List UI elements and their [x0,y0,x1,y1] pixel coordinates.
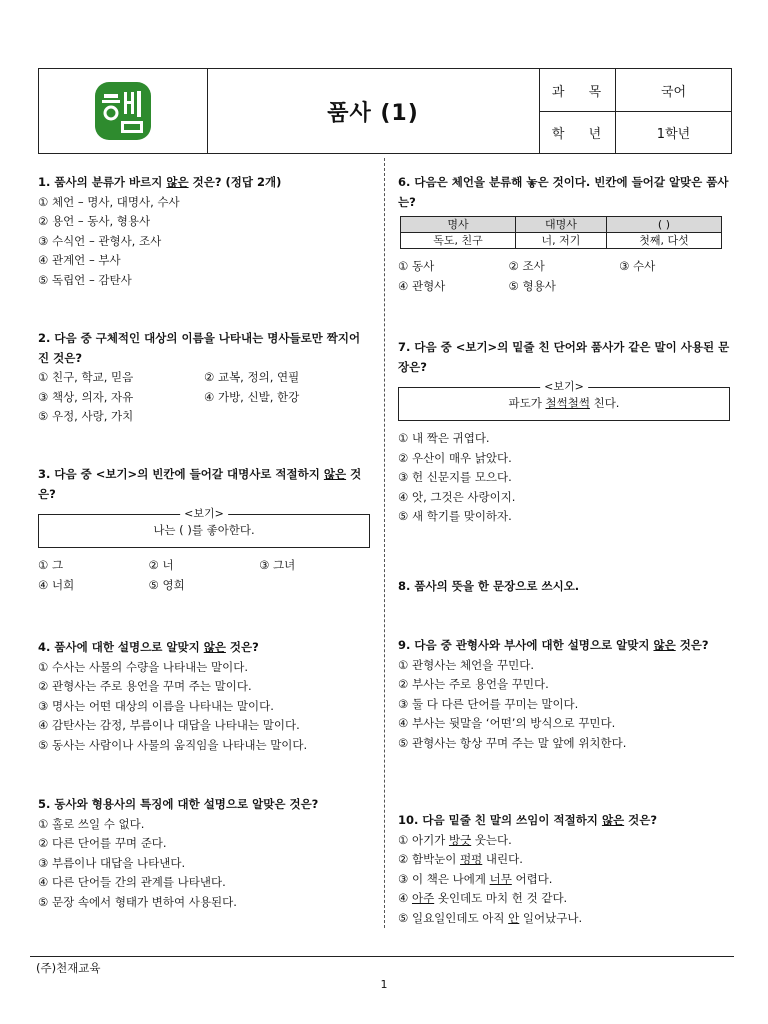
answer-option: ① 체언 – 명사, 대명사, 수사 [38,194,180,209]
text-run: 1. 품사의 분류가 바르지 [38,175,167,189]
answer-option: ① 그 [38,558,64,572]
text-run: 것은? [675,638,709,652]
question-stem [38,173,370,193]
answer-option: ⑤ 형용사 [508,278,556,293]
underlined-word: 철썩철썩 [545,396,590,411]
question-stem [38,795,370,815]
table-header-cell: 대명사 [516,217,607,233]
answer-option [398,909,730,929]
question-3 [38,465,370,595]
header-table [38,68,732,154]
subject-value: 국어 [660,84,687,100]
publisher-name: (주)천재교육 [36,961,101,975]
options [398,257,730,296]
example-box [398,380,730,421]
table-cell: 너, 저기 [516,233,607,249]
example-text [509,394,620,414]
options [398,656,730,754]
text-run: ① 아기가 [398,832,449,847]
text-run: 내린다. [482,852,523,866]
answer-option: ⑤ 관형사는 항상 꾸며 주는 말 앞에 위치한다. [398,735,627,750]
answer-option: ③ 헌 신문지를 모으다. [398,470,512,484]
question-6 [398,173,730,296]
answer-option: ④ 부사는 뒷말을 ‘어떤’의 방식으로 꾸민다. [398,716,616,730]
text-run: 일어났구나. [519,910,583,925]
underlined-word: 않은 [323,467,347,481]
table-header-cell: 명사 [401,217,516,233]
underlined-word: 안 [508,910,520,925]
underlined-word: 않은 [653,638,676,652]
underlined-word: 않은 [203,640,226,654]
answer-option: ③ 그녀 [259,558,296,572]
answer-option: ① 수사는 사물의 수량을 나타내는 말이다. [38,659,248,674]
answer-option: ② 용언 – 동사, 형용사 [38,214,151,228]
question-stem [38,329,370,368]
answer-option: ④ 너희 [38,577,75,592]
answer-option: ③ 명사는 어떤 대상의 이름을 나타내는 말이다. [38,698,274,713]
answer-option: ② 우산이 매우 낡았다. [398,450,512,465]
answer-option: ② 너 [148,558,174,572]
answer-option: ② 다른 단어를 꾸며 준다. [38,836,167,850]
text-run: ③ 이 책은 나에게 [398,871,490,886]
example-text: 나는 ( )를 좋아한다. [153,523,255,538]
answer-option: ① 홀로 쓰일 수 없다. [38,816,145,831]
answer-option: ③ 둘 다 다른 단어를 꾸미는 말이다. [398,696,579,711]
column-divider [384,158,385,928]
text-run: 2. 다음 중 구체적인 대상의 이름을 나타내는 명사들로만 짝지어진 것은? [38,331,361,365]
text-run: 6. 다음은 체언을 분류해 놓은 것이다. 빈칸에 들어갈 알맞은 품사는? [398,175,729,209]
answer-option: ② 부사는 주로 용언을 꾸민다. [398,677,549,691]
worksheet-title: 품사 (1) [327,100,419,126]
classification-table [400,216,722,249]
text-run: ④ [398,891,412,905]
options [398,831,730,929]
text-run: 옷인데도 마치 헌 것 같다. [434,891,568,905]
text-run: 9. 다음 중 관형사와 부사에 대한 설명으로 알맞지 [398,638,654,652]
text-run: ⑤ 일요일인데도 아직 [398,910,509,925]
text-run: 파도가 [508,396,546,411]
answer-option: ④ 앗, 그것은 사랑이지. [398,489,516,504]
text-run: 친다. [589,396,620,411]
text-run: ② 함박눈이 [398,852,461,866]
info-grid [539,69,731,153]
grade-value: 1학년 [656,126,691,142]
answer-option: ① 동사 [398,259,435,273]
question-stem [398,636,730,656]
text-run: 5. 동사와 형용사의 특징에 대한 설명으로 알맞은 것은? [38,797,319,811]
text-run: 4. 품사에 대한 설명으로 알맞지 [38,640,204,654]
answer-option: ④ 관계언 – 부사 [38,253,121,267]
answer-option: ⑤ 문장 속에서 형태가 변하여 사용된다. [38,894,237,909]
text-run: 것은? (정답 2개) [188,175,282,189]
question-stem [38,465,370,504]
logo-cell [39,69,208,153]
answer-option [398,870,730,890]
answer-option [398,889,730,909]
publisher-logo [91,79,155,143]
answer-option: ① 친구, 학교, 믿음 [38,370,134,384]
question-5 [38,795,370,912]
question-8 [398,577,730,597]
table-header-cell: ( ) [606,217,721,233]
answer-option: ③ 수사 [619,259,656,273]
answer-option: ⑤ 동사는 사람이나 사물의 움직임을 나타내는 말이다. [38,737,308,752]
answer-option: ② 관형사는 주로 용언을 꾸며 주는 말이다. [38,679,252,693]
answer-option: ④ 관형사 [398,278,446,293]
answer-option: ⑤ 영희 [148,577,185,592]
example-box [38,507,370,548]
answer-option: ③ 부름이나 대답을 나타낸다. [38,855,186,870]
answer-option: ⑤ 새 학기를 맞이하자. [398,509,512,523]
text-run: 어렵다. [511,871,553,886]
answer-option: ⑤ 우정, 사랑, 가치 [38,409,134,423]
options [38,815,370,913]
table-header-row [401,217,722,233]
answer-option: ③ 책상, 의자, 자유 [38,389,134,404]
question-7 [398,338,730,527]
answer-option: ④ 다른 단어들 간의 관계를 나타낸다. [38,875,226,889]
underlined-word: 아주 [411,891,435,905]
text-run: 3. 다음 중 <보기>의 빈칸에 들어갈 대명사로 적절하지 [38,467,324,481]
page-number: 1 [380,978,388,991]
options [398,429,730,527]
underlined-word: 펑펑 [460,852,483,866]
answer-option: ① 내 짝은 귀엽다. [398,431,490,445]
options [38,556,370,595]
text-run: 8. 품사의 뜻을 한 문장으로 쓰시오. [398,579,580,593]
options [38,193,370,291]
table-body-row [401,233,722,249]
answer-option: ③ 수식언 – 관형사, 조사 [38,233,162,248]
text-run: 것은? [225,640,259,654]
table-cell: 첫째, 다섯 [606,233,721,249]
answer-option: ① 관형사는 체언을 꾸민다. [398,657,535,672]
text-run: 것은? [624,813,658,827]
text-run: 7. 다음 중 <보기>의 밑줄 친 단어와 품사가 같은 말이 사용된 문장은? [398,340,730,374]
grade-label: 학 년 [540,111,616,153]
question-9 [398,636,730,753]
subject-row [540,69,731,112]
answer-option [398,831,730,851]
answer-option: ② 조사 [508,259,545,273]
grade-row [540,111,731,153]
options [38,658,370,756]
table-cell: 독도, 친구 [401,233,516,249]
question-stem [38,638,370,658]
footer-divider [30,956,734,957]
text-run: 10. 다음 밑줄 친 말의 쓰임이 적절하지 [398,813,602,827]
answer-option: ④ 감탄사는 감정, 부름이나 대답을 나타내는 말이다. [38,718,300,732]
underlined-word: 방긋 [448,832,472,847]
question-stem [398,338,730,377]
text-run: 웃는다. [471,832,512,847]
subject-label: 과 목 [540,69,616,111]
question-stem [398,577,730,597]
answer-option: ② 교복, 정의, 연필 [204,370,300,384]
example-label: <보기> [180,506,228,522]
underlined-word: 않은 [166,175,189,189]
question-1 [38,173,370,290]
answer-option [398,850,730,870]
example-label: <보기> [540,379,588,395]
title-cell [207,69,539,153]
underlined-word: 너무 [489,871,512,886]
answer-option: ④ 가방, 신발, 한강 [204,389,300,404]
underlined-word: 않은 [601,813,625,827]
question-stem [398,811,730,831]
question-stem [398,173,730,212]
question-2 [38,329,370,427]
text-run: 것은? [38,467,362,501]
question-4 [38,638,370,755]
question-10 [398,811,730,928]
answer-option: ⑤ 독립언 – 감탄사 [38,272,132,287]
options [38,368,370,427]
